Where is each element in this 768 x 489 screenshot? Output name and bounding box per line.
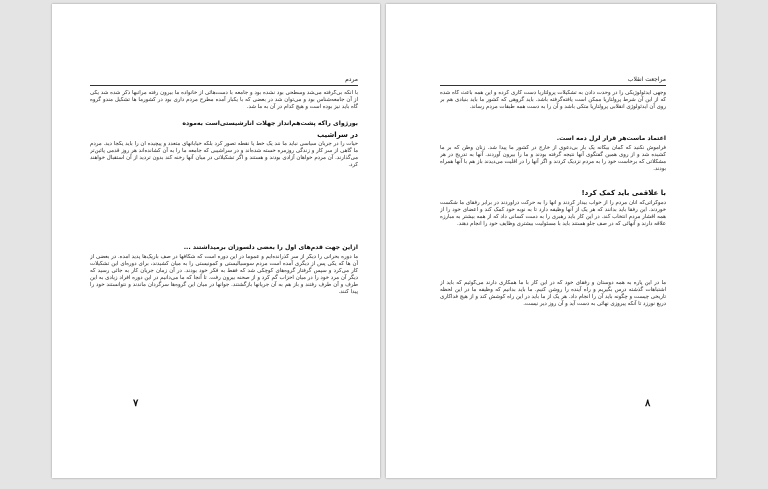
- running-header: مراجعت انقلاب: [627, 76, 666, 83]
- bold-line: اعتماد ماست‌هر قرار لرل‌ دمه است.: [556, 135, 666, 142]
- paragraph: ما دوره بحرانی را دیگر از سر گذرانده‌ایم و عموماً در این دوره است که شکافها در صف باریک‌ها پدید آمده. در بعضی از آن ها که یکی پس از دیگری آمده است مردم سوسیالیستی و کمونیستی را به میان کشیدند، برای دوره‌ای این تشکیلات کار می‌کرد و سپس گرفتار گروه‌های کوچکی شد که فقط به فکر خود بودند. در آن زمان جریان کار به جائی رسید که دیگر آن مرد خود را در میان احزاب گم کرد و از صحنه بیرون رفت. تا آنجا که ما می‌دانیم در این دوره افراد زیادی به این طرف و آن طرف رفتند و باز هم به آن جریانها بازگشتند. جوانها در میان این گروه‌ها سرگردان ماندند و نتوانستند خود را پیدا کنند.: [90, 254, 358, 295]
- section-heading: با علاقمی باید کمک کرد!: [581, 189, 666, 197]
- paragraph: ما در این پاره به همه دوستان و رفقای خود که در این کار با ما همکاری دارند می‌گوئیم که باید از اشتباهات گذشته درس بگیریم و راه آینده را روشن کنیم. ما باید بدانیم که وظیفه ما در این لحظه تاریخی چیست و چگونه باید آن را انجام داد. هر یک از ما باید در این راه کوشش کند و از هیچ فداکاری دریغ نورزد تا آنکه پیروزی نهائی به دست آید و آن روز دیر نیست.: [440, 280, 666, 307]
- header-rule: [90, 85, 358, 86]
- paragraph: وجهی ایدئولوژیکی را در وحدت دادن به تشکیلات پرولتاریا دست کاری کرده و این همه باعث گاه شده که از این آن شرط پرولتاریا ممکن است یافته‌گرفته باشد. باید گروهی که کشور ما باید بنیادی هم بر روی آن ایدئولوژی انقلابی پرولتاریا متکی باشد و آن را به دست همه طبقات مردم رساند.: [440, 90, 666, 110]
- left-page: [52, 4, 380, 478]
- page-number: ۸: [645, 398, 651, 409]
- bold-line: ازاین جهت قدم‌های اول را بعضی دلسوزان برمیداشتند ...: [183, 244, 358, 251]
- page-number: ۷: [133, 398, 139, 409]
- paragraph: حیات را در جریان سیاسی نباید ما نند یک خط یا نقطه تصور کرد بلکه خیابانهای متعدد و پیچیده آن را باید یکجا دید. مردم ما گاهی از سر کار و زندگی روزمره خسته شده‌اند و در سراشیبی که جامعه ما را به آن کشانده‌اند هر روز قدمی پائین‌تر می‌گذارند. آن مردم خواهان آزادی بودند و هستند و اگر تشکیلاتی در میان آنها رخنه کند بدون تردید از آن استقبال خواهند کرد.: [90, 141, 358, 168]
- header-rule: [440, 85, 666, 86]
- section-heading: در سراشیب: [317, 131, 358, 139]
- right-page: [386, 4, 716, 478]
- paragraph: دموکراتی‌که آنان مردم را از خواب بیدار کردند و آنها را به حرکت درآوردند در برابر رفقای ما شکست خوردند. این رفقا باید بدانند که هر یک از آنها وظیفه دارد تا به نوبه خود کمک کند و اعضای خود را از همه اقشار مردم انتخاب کند. در این کار باید رهبری را به دست کسانی داد که از همه بیشتر به مبارزه علاقه دارند و آنهائی که در صف جلو هستند باید با مسئولیت بیشتری وظایف خود را انجام دهند.: [440, 200, 666, 227]
- paragraph: فراموش نکنید که گمان بیگانه یک بار بی‌دعوی از خارج در کشور ما پیدا شد. زنان وطن که بر ما کشیده شد و از روی همین گفتگوی آنها نتیجه گرفته بودند و ما را بیرون آوردند. آنها به تدریج در هر مشکلاتی که برخاست خود را به مردم نزدیک کردند و اگر آنها را در اقلیت می‌دیدند باز هم با آنها همراه بودند.: [440, 145, 666, 172]
- paragraph: با آنکه بی‌گرفته می‌شد وسطحی بود نشده بود و جامعه با دست‌هائی از خانواده ما بیرون رفته مراتبها ذکر شده شد یکی از آن جامعه‌شناس بود و می‌توان شد در بعضی که با یکبار آمده مطرح مردم داری بود در کشورما ها تشکیل مندو گروه گاه باید نیز بوده است و هیچ کدام در آن به ما شد.: [90, 90, 358, 110]
- bold-line: بورژوای راکه پشت‌هم‌انداز جهلات آنارشیستی‌است به‌موده: [182, 120, 358, 127]
- running-header: مردم: [345, 76, 358, 83]
